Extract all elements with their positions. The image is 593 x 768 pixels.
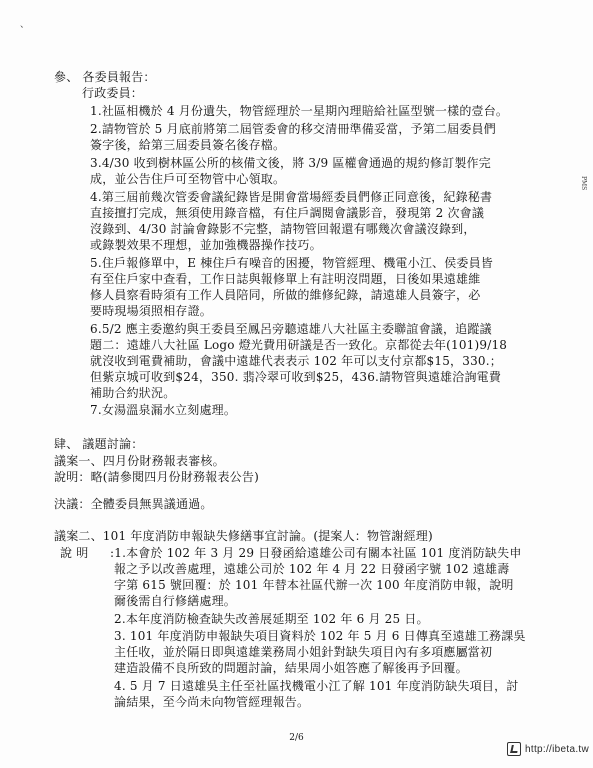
corner-mark: 、 (20, 20, 30, 30)
section3-item-6-line-4: 但紫京城可收到$24，350. 翡冷翠可收到$25，436.請物管與遠雄洽詢電費 (90, 370, 502, 384)
section3-item-1-line-1: 1.社區相機於 4 月份遺失，物管經理於一星期內理賠給社區型號一樣的壹台。 (90, 104, 509, 118)
section3-item-4-line-2: 直接擅打完成，無須使用錄音檔，有住戶調閱會議影音，發現第 2 次會議 (90, 206, 485, 220)
page-number: 2/6 (289, 733, 304, 743)
case2-title: 議案二、101 年度消防申報缺失修繕事宜討論。(提案人：物管謝經理) (54, 529, 433, 543)
margin-note: PMS (580, 176, 587, 191)
case2-item-1-line-2: 報之予以改善處理，遠雄公司於 102 年 4 月 22 日發函字號 102 遠雄壽 (114, 562, 510, 576)
case2-item-3-line-1: 3. 101 年度消防申報缺失項目資料於 102 年 5 月 6 日傳真至遠雄工務課吳 (114, 629, 526, 643)
section3-heading: 參、 各委員報告： (54, 70, 156, 84)
section3-item-6-line-2: 題二：遠雄八大社區 Logo 燈光費用研議是否一致化。京都從去年(101)9/18 (90, 338, 508, 352)
case2-item-1-line-1: :1.本會於 102 年 3 月 29 日發函給遠雄公司有關本社區 101 度消防缺失申 (110, 546, 522, 560)
section4-heading: 肆、 議題討論： (54, 437, 144, 451)
case2-item-4-line-2: 論結果，至今尚未向物管經理報告。 (114, 695, 310, 709)
case2-item-1-line-4: 爾後需自行修繕處理。 (114, 594, 237, 608)
section3-item-4-line-3: 沒錄到、4/30 討論會錄影不完整，請物管回報還有哪幾次會議沒錄到， (90, 222, 476, 236)
section3-subheading: 行政委員： (82, 86, 144, 100)
watermark (507, 742, 589, 756)
section3-item-4-line-1: 4.第三屆前幾次管委會議紀錄皆是開會當場經委員們修正同意後，紀錄秘書 (90, 190, 493, 204)
section3-item-5-line-1: 5.住戶報修單中，E 棟住戶有噪音的困擾，物管經理、機電小江、侯委員皆 (90, 256, 494, 270)
case2-item-1-line-3: 字第 615 號回覆：於 101 年替本社區代辦一次 100 年度消防申報，說明 (114, 578, 514, 592)
case2-item-3-line-3: 建造設備不良所致的問題討論，結果周小姐答應了解後再予回覆。 (114, 661, 468, 675)
section3-item-5-line-2: 有至住戶家中查看，工作日誌與報修單上有註明沒問題，日後如果遠雄維 (90, 272, 481, 286)
section3-item-5-line-3: 修人員察看時須有工作人員陪同，所做的維修紀錄，請遠雄人員簽字，必 (90, 288, 481, 302)
section3-item-2-line-2: 簽字後，給第三屆委員簽名後存檔。 (90, 138, 286, 152)
section3-item-6-line-5: 補助合約狀況。 (90, 386, 176, 400)
section3-item-3-line-1: 3.4/30 收到樹林區公所的核備文後，將 3/9 區權會通過的規約修訂製作完 (90, 156, 491, 170)
case2-item-2-line-1: 2.本年度消防檢查缺失改善展延期至 102 年 6 月 25 日。 (114, 612, 429, 626)
section3-item-6-line-3: 就沒收到電費補助，會議中遠雄代表表示 102 年可以支付京都$15，330.； (90, 354, 502, 368)
case2-item-4-line-1: 4. 5 月 7 日遠雄吳主任至社區找機電小江了解 101 年度消防缺失項目，討 (114, 679, 519, 693)
watermark-text: http://ibeta.tw (525, 743, 589, 755)
section3-item-3-line-2: 成，並公告住戶可至物管中心領取。 (90, 172, 286, 186)
section3-item-6-line-1: 6.5/2 應主委邀約與王委員至鳳呂旁聽遠雄八大社區主委聯誼會議，追蹤議 (90, 322, 492, 336)
section3-item-5-line-4: 要時現場須照相存證。 (90, 304, 213, 318)
case1-title: 議案一、四月份財務報表審核。 (54, 454, 225, 468)
case1-explain: 說明：略(請參閱四月份財務報表公告) (54, 470, 259, 484)
watermark-logo-icon (507, 742, 521, 756)
case1-resolution: 決議：全體委員無異議通過。 (54, 497, 213, 511)
case2-explain-label: 說 明 (60, 546, 89, 560)
section3-item-2-line-1: 2.請物管於 5 月底前將第二屆管委會的移交清冊準備妥當，予第二屆委員們 (90, 122, 496, 136)
section3-item-7-line-1: 7.女湯溫泉漏水立刻處理。 (90, 403, 237, 417)
section3-item-4-line-4: 或錄製效果不理想，並加強機器操作技巧。 (90, 238, 322, 252)
case2-item-3-line-2: 主任收，並於隔日即與遠雄業務周小姐針對缺失項目內有多項應屬當初 (114, 645, 493, 659)
